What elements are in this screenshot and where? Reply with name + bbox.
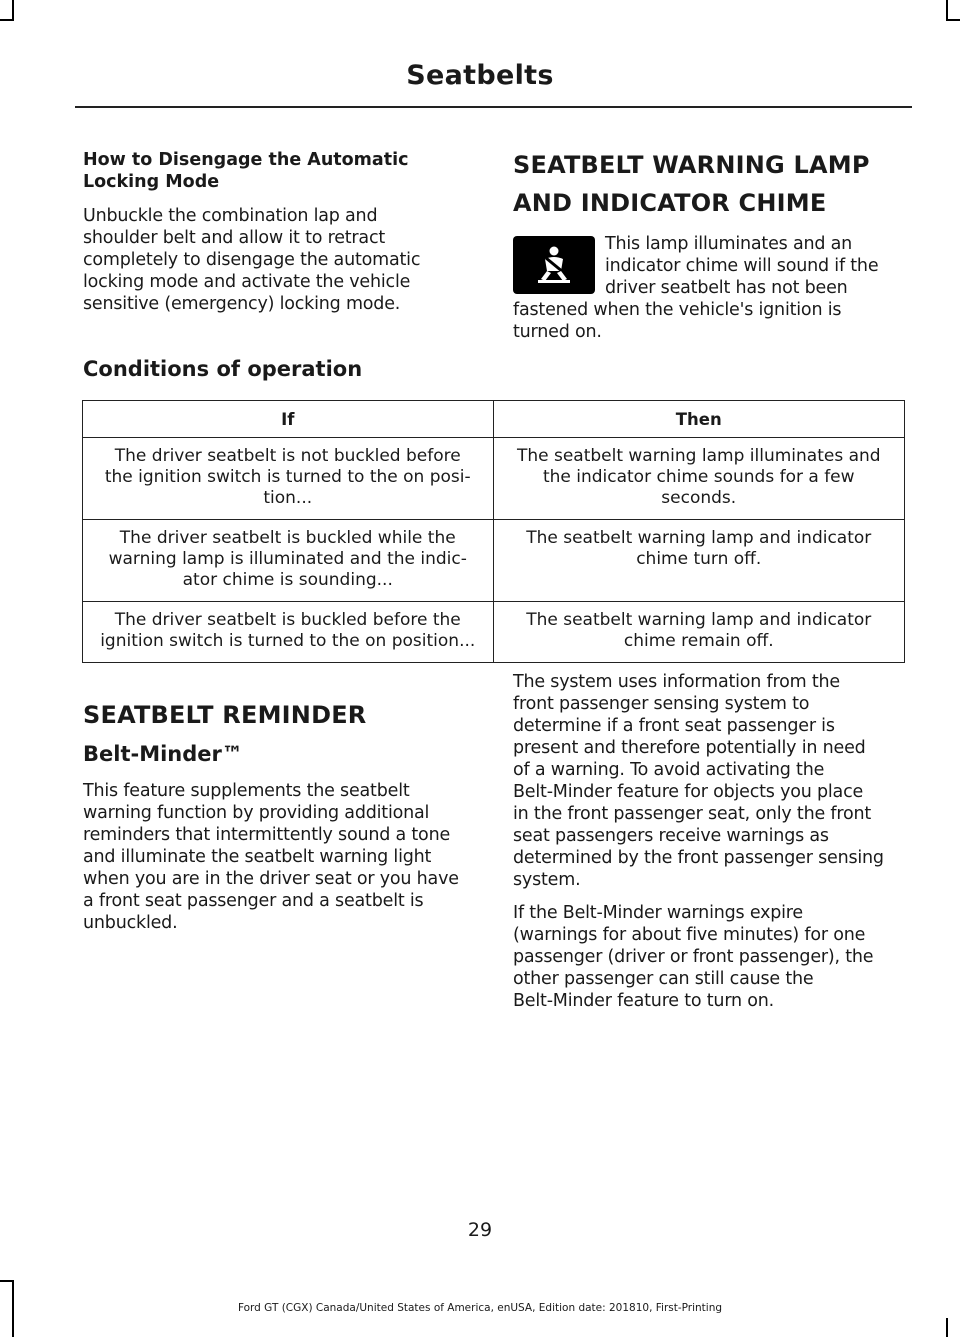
crop-mark	[0, 19, 14, 21]
crop-mark	[946, 0, 948, 20]
table-row	[83, 520, 905, 602]
warning-lamp-section	[513, 146, 908, 343]
footer-edition: Ford GT (CGX) Canada/United States of America, enUSA, Edition date: 201810, First-Printing	[237, 1302, 723, 1314]
page-title: Seatbelts	[406, 60, 554, 91]
reminder-body: This feature supplements the seatbelt warning function by providing additional reminders that intermittently sound a tone and illuminate the seatbelt warning light when you are in the driver seat or you have a front seat passenger and a seatbelt is unbuckled.	[83, 781, 459, 933]
warning-lamp-description	[513, 233, 908, 343]
condition-then-cell: The seatbelt warning lamp illuminates and the indicator chime sounds for a few seconds.	[493, 438, 905, 520]
column-header-if: If	[83, 401, 494, 438]
header-divider	[75, 106, 912, 108]
crop-mark	[946, 19, 960, 21]
reminder-section	[83, 696, 468, 934]
system-section	[513, 671, 908, 1012]
crop-mark	[12, 0, 14, 20]
reminder-heading: SEATBELT REMINDER	[83, 701, 367, 729]
disengage-body: Unbuckle the combination lap and shoulder belt and allow it to retract completely to disengage the automatic locking mode and activate the vehicle sensitive (emergency) locking mode.	[83, 206, 421, 314]
condition-if-cell: The driver seatbelt is not buckled before the ignition switch is turned to the on posi- tion...	[83, 438, 494, 520]
table-header-row	[83, 401, 905, 438]
belt-minder-heading: Belt-Minder™	[83, 742, 243, 766]
disengage-section	[83, 149, 468, 315]
system-para-2: If the Belt-Minder warnings expire (warnings for about five minutes) for one passenger (driver or front passenger), the other passenger can still cause the Belt-Minder feature to turn on.	[513, 903, 874, 1011]
system-para-1: The system uses information from the front passenger sensing system to determine if a front seat passenger is present and therefore potentially in need of a warning. To avoid activating the Belt-Minder feature for objects you place in the front passenger seat, only the front seat passengers receive warnings as determined by the front passenger sensing system.	[513, 672, 884, 890]
crop-mark	[0, 1280, 14, 1282]
page-number: 29	[467, 1219, 493, 1241]
condition-then-cell: The seatbelt warning lamp and indicator chime remain off.	[493, 602, 905, 663]
table-row	[83, 602, 905, 663]
column-header-then: Then	[493, 401, 905, 438]
warning-lamp-heading: SEATBELT WARNING LAMP AND INDICATOR CHIME	[513, 151, 870, 217]
disengage-heading: How to Disengage the Automatic Locking Mode	[83, 150, 409, 192]
condition-if-cell: The driver seatbelt is buckled while the warning lamp is illuminated and the indic- ator chime is sounding...	[83, 520, 494, 602]
condition-then-cell: The seatbelt warning lamp and indicator chime turn off.	[493, 520, 905, 602]
condition-if-cell: The driver seatbelt is buckled before the ignition switch is turned to the on position...	[83, 602, 494, 663]
warning-lamp-body: This lamp illuminates and an indicator chime will sound if the driver seatbelt has not been fastened when the vehicle's ignition is turned on.	[513, 234, 879, 342]
table-row	[83, 438, 905, 520]
seatbelt-warning-icon	[513, 236, 595, 294]
conditions-table	[82, 400, 905, 663]
conditions-heading: Conditions of operation	[83, 357, 363, 381]
crop-mark	[946, 1318, 948, 1337]
